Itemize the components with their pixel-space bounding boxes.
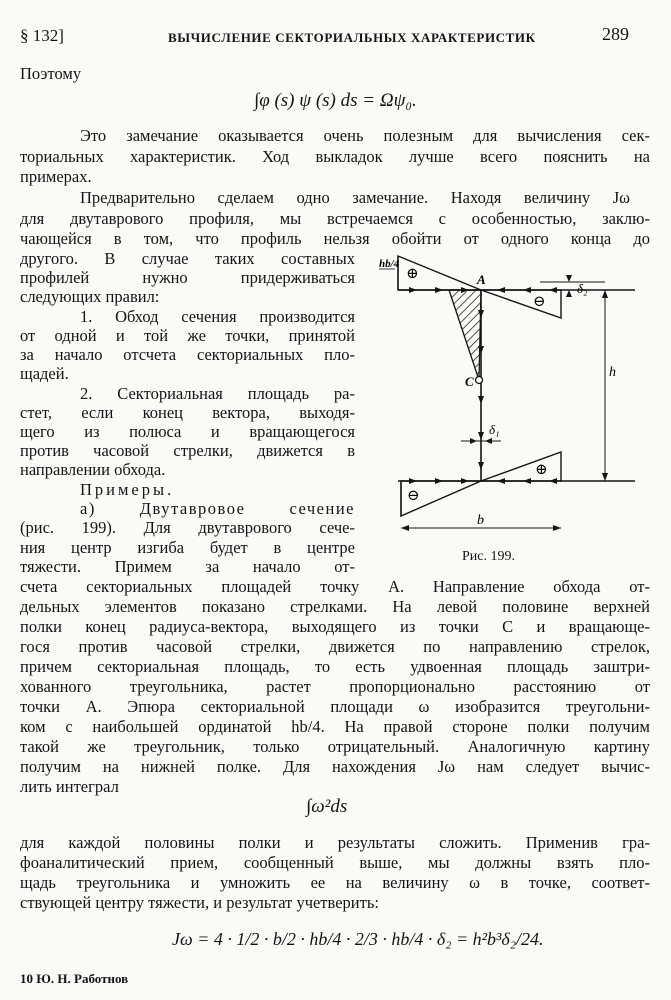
text-line: ния центр изгиба будет в центре	[20, 538, 355, 557]
text-line: а) Двутавровое сечение	[80, 499, 355, 518]
text-line: против часовой стрелки, движется в	[20, 441, 355, 460]
label-h: h	[609, 365, 616, 380]
page-number: 289	[602, 24, 629, 44]
text-line: гося против часовой стрелки, движется по направлению стрелок,	[20, 637, 650, 656]
text-line: 1. Обход сечения производится	[80, 307, 355, 326]
formula-integral-omega: ∫ω²ds	[306, 796, 348, 817]
text-line: такой же треугольник, только отрицательный. Аналогичную картину	[20, 737, 650, 756]
text-line: для каждой половины полки и результаты сложить. Применив гра-	[20, 833, 650, 852]
label-plus-bottom: ⊕	[535, 462, 548, 478]
text-line: (рис. 199). Для двутаврового сече-	[20, 518, 355, 537]
hatched-triangle	[449, 290, 481, 380]
section-number: § 132]	[20, 26, 64, 45]
text-line: получим на нижней полке. Для нахождения Jω нам следует вычис-	[20, 757, 650, 776]
figure-199-diagram	[365, 248, 665, 548]
text-line: ком с наибольшей ординатой hb/4. На правой стороне полки получим	[20, 717, 650, 736]
text-line: стет, если конец вектора, выходя-	[20, 403, 355, 422]
text-line: тяжести. Примем за начало от-	[20, 557, 355, 576]
label-minus-bottom: ⊖	[407, 488, 420, 504]
label-minus-top: ⊖	[533, 294, 546, 310]
text-line: Поэтому	[20, 64, 82, 83]
text-line: щего из полюса и вращающегося	[20, 422, 355, 441]
text-line: лить интеграл	[20, 777, 119, 796]
text-line: точки A. Эпюра секториальной площади ω изобразится треугольни-	[20, 697, 650, 716]
running-title: ВЫЧИСЛЕНИЕ СЕКТОРИАЛЬНЫХ ХАРАКТЕРИСТИК	[168, 30, 536, 45]
label-point-c: C	[465, 374, 474, 389]
formula-integral-phi-psi: ∫φ (s) ψ (s) ds = Ωψ₀.	[254, 90, 417, 111]
text-line: чающейся в том, что профиль нельзя обойти от одного конца до	[20, 229, 650, 248]
label-plus-top: ⊕	[406, 266, 419, 282]
bottom-right-epure	[481, 452, 561, 481]
text-line: дельных элементов показано стрелками. На левой половине верхней	[20, 597, 650, 616]
text-line: за начало отсчета секториальных пло-	[20, 345, 355, 364]
footer-signature: 10 Ю. Н. Работнов	[20, 971, 129, 986]
text-line: другого. В случае таких составных	[20, 249, 355, 268]
text-line: 2. Секториальная площадь ра-	[80, 384, 355, 403]
top-right-epure	[481, 290, 561, 318]
formula-j-omega: Jω = 4 · 1/2 · b/2 · hb/4 · 2/3 · hb/4 · δ₂ = h²b³δ₂/24.	[172, 929, 544, 949]
label-delta1: δ₁	[489, 422, 500, 437]
point-c-marker	[476, 377, 483, 384]
text-line: счета секториальных площадей точку A. Направление обхода от-	[20, 577, 650, 596]
text-line: причем секториальная площадь, то есть удвоенная площадь заштри-	[20, 657, 650, 676]
text-line: щадей.	[20, 364, 69, 383]
label-b: b	[477, 513, 484, 528]
text-line: щадь треугольника и умножить ее на величину ω в точке, соответ-	[20, 873, 650, 892]
text-line: от одной и той же точки, принятой	[20, 326, 355, 345]
text-line: Примеры.	[80, 480, 175, 499]
label-delta2: δ₂	[577, 281, 588, 296]
text-line: следующих правил:	[20, 287, 160, 306]
label-hb4: hb/4	[379, 258, 400, 270]
label-point-a: A	[477, 272, 486, 287]
text-line: Предварительно сделаем одно замечание. Находя величину Jω	[80, 188, 630, 207]
text-line: Это замечание оказывается очень полезным для вычисления сек-	[80, 126, 650, 145]
text-line: ториальных характеристик. Ход выкладок лучше всего пояснить на	[20, 147, 650, 166]
text-line: полки конец радиуса-вектора, выходящего из точки C и вращающе-	[20, 617, 650, 636]
text-line: хованного треугольника, растет пропорционально расстоянию от	[20, 677, 650, 696]
text-line: для двутаврового профиля, мы встречаемся с особенностью, заклю-	[20, 209, 650, 228]
text-line: направлении обхода.	[20, 460, 166, 479]
text-line: фоаналитический прием, сообщенный выше, мы должны взять пло-	[20, 853, 650, 872]
text-line: примерах.	[20, 167, 92, 186]
text-line: профилей нужно придерживаться	[20, 268, 355, 287]
figure-caption: Рис. 199.	[462, 549, 515, 564]
text-line: ствующей центру тяжести, и результат учетверить:	[20, 893, 379, 912]
